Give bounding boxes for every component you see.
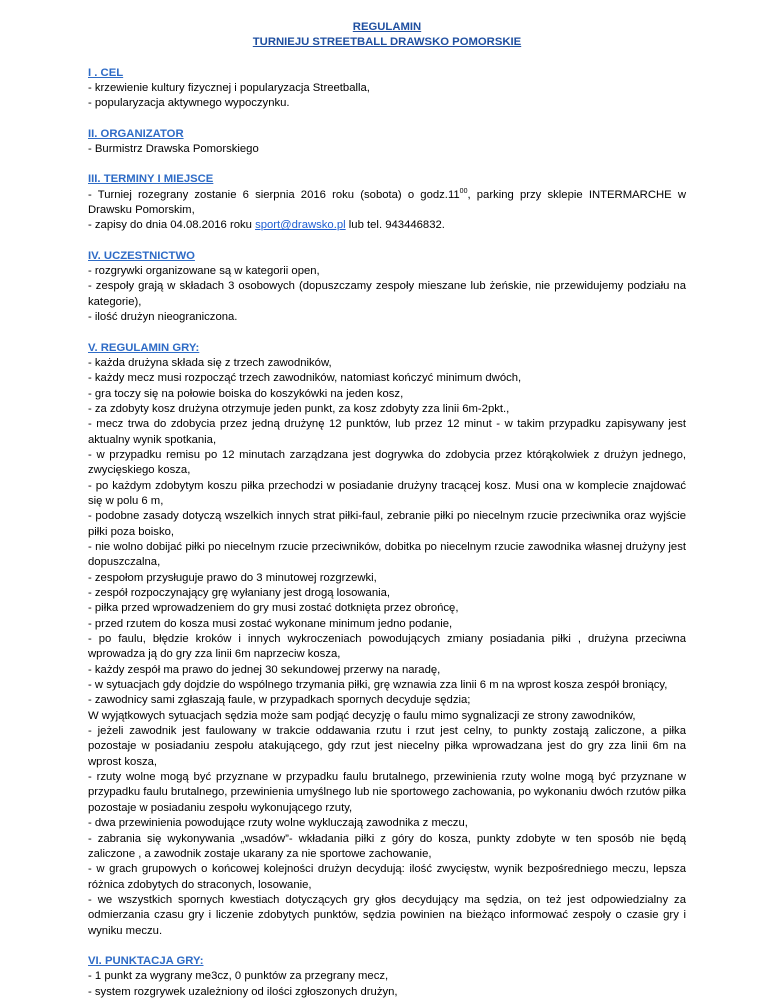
- rule-line: - jeżeli zawodnik jest faulowany w trakcie oddawania rzutu i rzut jest celny, to punkty zostają zaliczone, a piłka pozostaje w posiadaniu zespołu atakującego, gdy rzut jest niecelny piłka wprowadzana jest do gry zza linii 6m na wprost kosza,: [88, 725, 686, 768]
- section-cel: [88, 66, 686, 112]
- rule-line: - zawodnicy sami zgłaszają faule, w przypadkach spornych decyduje sędzia;: [88, 694, 471, 707]
- section-organizator: [88, 127, 686, 158]
- rule-line: - piłka przed wprowadzeniem do gry musi zostać dotknięta przez obrońcę,: [88, 602, 459, 615]
- section-uczestnictwo: [88, 249, 686, 326]
- rule-line: - Burmistrz Drawska Pomorskiego: [88, 143, 259, 156]
- rule-line: - zespoły grają w składach 3 osobowych (dopuszczamy zespoły mieszane lub żeńskie, nie przewidujemy podziału na kategorie),: [88, 280, 686, 308]
- section-heading: III. TERMINY I MIEJSCE: [88, 173, 214, 186]
- rule-line: - rozgrywki organizowane są w kategorii open,: [88, 265, 320, 278]
- date-text: - Turniej rozegrany zostanie 6 sierpnia 2016 roku (sobota) o godz.11: [88, 188, 460, 201]
- section-heading: I . CEL: [88, 66, 124, 79]
- rule-line: - każdy mecz musi rozpocząć trzech zawodników, natomiast kończyć minimum dwóch,: [88, 372, 522, 385]
- rule-line: W wyjątkowych sytuacjach sędzia może sam podjąć decyzję o faulu mimo sygnalizacji ze strony zawodników,: [88, 709, 636, 722]
- rule-line: - mecz trwa do zdobycia przez jedną drużynę 12 punktów, lub przez 12 minut - w takim przypadku zapisywany jest aktualny wynik spotkania,: [88, 418, 686, 446]
- rule-line: - zabrania się wykonywania „wsadów”- wkładania piłki z góry do kosza, punkty zdobyte w ten sposób nie będą zaliczone , a zawodnik zostaje ukarany za nie sportowe zachowanie,: [88, 832, 686, 860]
- section-lines: [88, 264, 686, 325]
- section-regulamin-gry: [88, 341, 686, 939]
- phone-text: lub tel. 943446832.: [345, 219, 445, 232]
- section-heading: V. REGULAMIN GRY:: [88, 341, 200, 354]
- section-heading: VI. PUNKTACJA GRY:: [88, 954, 204, 967]
- rule-line: - każdy zespół ma prawo do jednej 30 sekundowej przerwy na naradę,: [88, 663, 441, 676]
- section-punktacja: [88, 954, 686, 1000]
- location-text: , parking przy sklepie INTERMARCHE w Drawsku Pomorskim,: [88, 188, 686, 217]
- rule-line: - rzuty wolne mogą być przyznane w przypadku faulu brutalnego, przewinienia rzuty wolne mogą być przyznane w przypadku faulu brutalnego, przewinienia umyślnego lub nie sportowego zachowania, po wykonaniu dwóch rzutów piłka pozostaje w posiadaniu zespołu wykonującego rzuty,: [88, 771, 686, 814]
- rule-line: - ilość drużyn nieograniczona.: [88, 311, 238, 324]
- registration-line: [88, 218, 686, 233]
- date-line: [88, 188, 686, 219]
- section-terminy: [88, 172, 686, 233]
- rule-line: - gra toczy się na połowie boiska do koszykówki na jeden kosz,: [88, 387, 404, 400]
- section-heading: II. ORGANIZATOR: [88, 127, 184, 140]
- rule-line: - po faulu, błędzie kroków i innych wykroczeniach powodujących zmiany posiadania piłki , drużyna przeciwna wprowadza ją do gry zza linii 6m naprzeciw kosza,: [88, 633, 686, 661]
- section-lines: [88, 81, 686, 112]
- section-lines: [88, 356, 686, 939]
- rule-line: - system rozgrywek uzależniony od ilości zgłoszonych drużyn,: [88, 985, 398, 998]
- rule-line: - dwa przewinienia powodujące rzuty wolne wykluczają zawodnika z meczu,: [88, 817, 468, 830]
- document-subtitle: TURNIEJU STREETBALL DRAWSKO POMORSKIE: [252, 36, 522, 49]
- time-minutes: 00: [459, 187, 468, 195]
- rule-line: - nie wolno dobijać piłki po niecelnym rzucie przeciwników, dobitka po niecelnym rzucie zawodnika własnej drużyny jest dopuszczalna,: [88, 540, 686, 569]
- document-title: REGULAMIN: [352, 21, 422, 33]
- rule-line: - zespołom przysługuje prawo do 3 minutowej rozgrzewki,: [88, 571, 377, 584]
- rule-line: - każda drużyna składa się z trzech zawodników,: [88, 356, 332, 369]
- rule-line: - w przypadku remisu po 12 minutach zarządzana jest dogrywka do zdobycia przez którąkolwiek z drużyn jednego, zwycięskiego kosza,: [88, 448, 686, 477]
- rule-line: - popularyzacja aktywnego wypoczynku.: [88, 97, 290, 110]
- rule-line: - podobne zasady dotyczą wszelkich innych strat piłki-faul, zebranie piłki po niecelnym rzucie przeciwnika oraz wyjście piłki poza boisko,: [88, 510, 686, 538]
- section-lines: [88, 142, 686, 157]
- rule-line: - przed rzutem do kosza musi zostać wykonane minimum jedno podanie,: [88, 617, 453, 630]
- rule-line: - w sytuacjach gdy dojdzie do wspólnego trzymania piłki, grę wznawia zza linii 6 m na wprost kosza zespół broniący,: [88, 679, 668, 692]
- rule-line: - po każdym zdobytym koszu piłka przechodzi w posiadanie drużyny tracącej kosz. Musi ona w komplecie znajdować się w polu 6 m,: [88, 479, 686, 507]
- rule-line: - zespół rozpoczynający grę wyłaniany jest drogą losowania,: [88, 587, 391, 599]
- registration-text: - zapisy do dnia 04.08.2016 roku: [88, 219, 256, 232]
- section-heading: IV. UCZESTNICTWO: [88, 249, 195, 262]
- rule-line: - w grach grupowych o końcowej kolejności drużyn decydują: ilość zwycięstw, wynik bezpośredniego meczu, lepsza różnica zdobytych do straconych, losowanie,: [88, 863, 686, 891]
- rule-line: - we wszystkich spornych kwestiach dotyczących gry głos decydujący ma sędzia, on też jest odpowiedzialny za odmierzania czasu gry i liczenie zdobytych punktów, sędzia powinien na bieżąco informować zespoły o czasie gry i wyniku meczu.: [88, 893, 686, 937]
- rule-line: - za zdobyty kosz drużyna otrzymuje jeden punkt, za kosz zdobyty zza linii 6m-2pkt.,: [88, 402, 510, 415]
- email-link[interactable]: sport@drawsko.pl: [255, 219, 346, 232]
- section-lines: [88, 969, 686, 1000]
- rule-line: - krzewienie kultury fizycznej i popularyzacja Streetballa,: [88, 82, 370, 95]
- rule-line: - 1 punkt za wygrany me3cz, 0 punktów za przegrany mecz,: [88, 970, 389, 983]
